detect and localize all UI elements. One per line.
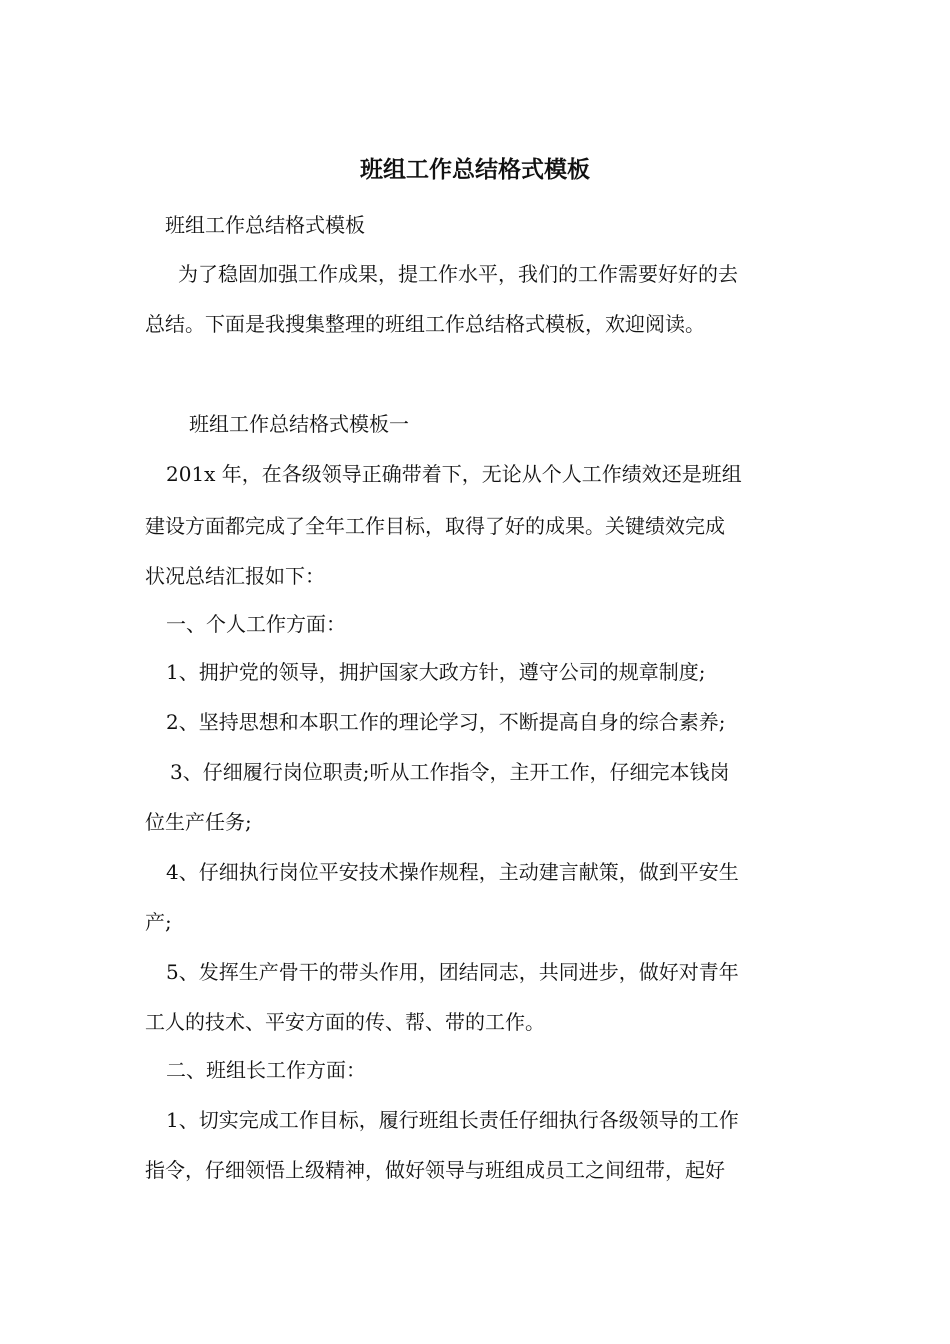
list-item-3-line-2: 位生产任务;: [145, 810, 252, 834]
list-item-5-line-1: 5、发挥生产骨干的带头作用，团结同志，共同进步，做好对青年: [166, 960, 739, 984]
intro-line-1: 为了稳固加强工作成果，提工作水平，我们的工作需要好好的去: [178, 262, 738, 286]
subtitle-line: 班组工作总结格式模板: [165, 213, 365, 237]
list-item-4-line-2: 产;: [145, 910, 172, 934]
heading-team-leader: 二、班组长工作方面：: [166, 1058, 366, 1082]
list-item-3-line-1: 3、仔细履行岗位职责;听从工作指令，主开工作，仔细完本钱岗: [170, 760, 730, 784]
heading-personal: 一、个人工作方面：: [166, 612, 346, 636]
paragraph-line-3: 状况总结汇报如下：: [145, 564, 325, 588]
paragraph-line-2: 建设方面都完成了全年工作目标，取得了好的成果。关键绩效完成: [145, 514, 725, 538]
document-title: 班组工作总结格式模板: [360, 156, 590, 183]
list-item-1: 1、拥护党的领导，拥护国家大政方针，遵守公司的规章制度;: [166, 660, 706, 684]
list-item-2: 2、坚持思想和本职工作的理论学习，不断提高自身的综合素养;: [166, 710, 726, 734]
list-item-5-line-2: 工人的技术、平安方面的传、帮、带的工作。: [145, 1010, 545, 1034]
leader-item-1-line-1: 1、切实完成工作目标，履行班组长责任仔细执行各级领导的工作: [166, 1108, 739, 1132]
intro-line-2: 总结。下面是我搜集整理的班组工作总结格式模板，欢迎阅读。: [145, 312, 705, 336]
section-heading: 班组工作总结格式模板一: [189, 412, 409, 436]
leader-item-1-line-2: 指令，仔细领悟上级精神，做好领导与班组成员工之间纽带，起好: [145, 1158, 725, 1182]
paragraph-line-1: 201x 年，在各级领导正确带着下，无论从个人工作绩效还是班组: [166, 462, 742, 486]
list-item-4-line-1: 4、仔细执行岗位平安技术操作规程，主动建言献策，做到平安生: [166, 860, 739, 884]
